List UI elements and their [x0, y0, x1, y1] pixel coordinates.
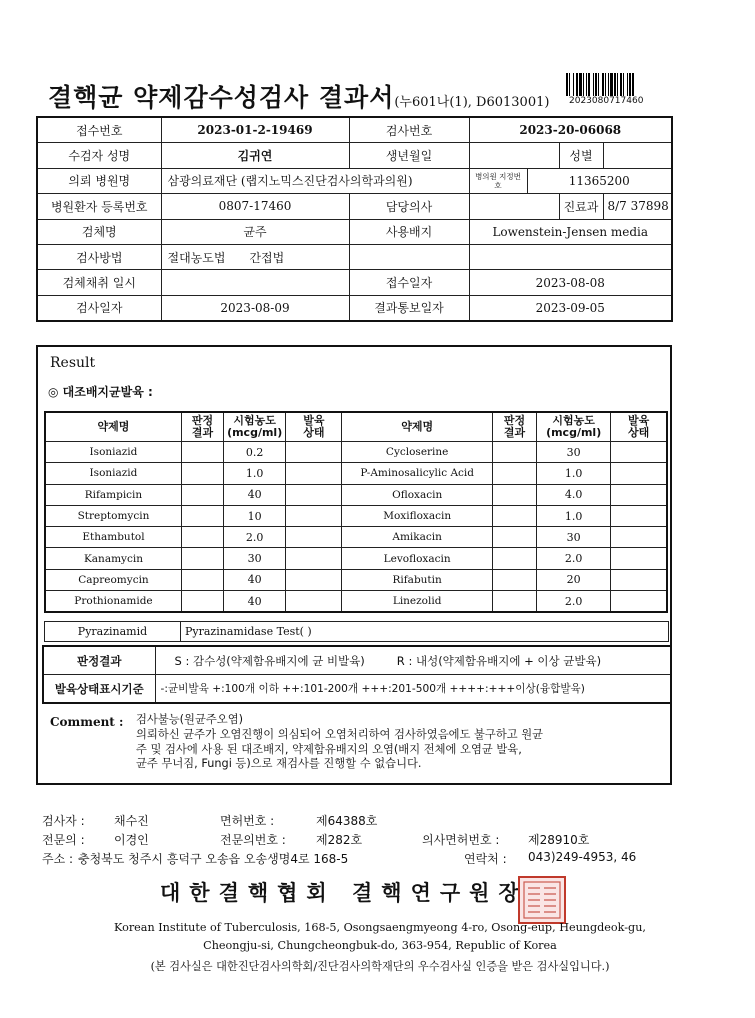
tester-label: 검사자 : [42, 814, 85, 828]
header-judgement-1: 판정 [503, 414, 526, 427]
receipt-no-label: 접수번호 [37, 117, 161, 143]
growth-cell [611, 548, 667, 569]
judgement-cell [492, 442, 536, 463]
method-empty-cell [349, 244, 469, 269]
judgement-cell [181, 548, 223, 569]
hospital-name: 삼광의료재단 (랩지노믹스진단검사의학과의원) [161, 168, 469, 193]
receipt-date-label: 접수일자 [349, 270, 469, 295]
department-label: 진료과 [559, 194, 603, 219]
specialist-no-label: 전문의번호 : [220, 833, 286, 847]
drug-name-cell: Linezolid [342, 591, 492, 613]
drug-susceptibility-table [44, 411, 668, 613]
drug-name-cell: Kanamycin [45, 548, 181, 569]
concentration-cell: 2.0 [537, 591, 611, 613]
judgement-cell [181, 463, 223, 484]
header-judgement-2: 결과 [503, 426, 526, 439]
growth-cell [286, 548, 342, 569]
comment-line: 균주 무너짐, Fungi 등)으로 재검사를 진행할 수 없습니다. [136, 757, 422, 771]
judgement-cell [181, 569, 223, 590]
drug-name-cell: Rifampicin [45, 484, 181, 505]
drug-name-cell: Isoniazid [45, 442, 181, 463]
method-value [161, 244, 349, 269]
receipt-date: 2023-08-08 [469, 270, 672, 295]
header-conc-2: (mcg/ml) [546, 426, 602, 439]
header-judgement-1: 판정 [191, 414, 214, 427]
registration-no-label: 병원환자 등록번호 [37, 194, 161, 219]
header-concentration-right [537, 412, 611, 442]
header-conc-1: 시험농도 [552, 414, 595, 427]
pyrazinamidase-test: Pyrazinamidase Test( ) [181, 622, 669, 642]
growth-cell [286, 591, 342, 613]
header-growth-right [611, 412, 667, 442]
pyrazinamid-table [44, 621, 669, 642]
seal-pattern-icon [520, 878, 564, 922]
phone-value: 043)249-4953, 46 [528, 850, 637, 864]
judgement-cell [492, 591, 536, 613]
comment-text [136, 713, 656, 772]
judgement-cell [181, 484, 223, 505]
collect-date [161, 270, 349, 295]
judgement-s: S : 감수성(약제함유배지에 균 비발육) [174, 653, 365, 668]
growth-cell [286, 463, 342, 484]
concentration-cell: 1.0 [224, 463, 286, 484]
report-date-label: 결과통보일자 [349, 295, 469, 321]
drug-name-cell: Isoniazid [45, 463, 181, 484]
concentration-cell: 40 [224, 484, 286, 505]
drug-name-cell: Ofloxacin [342, 484, 492, 505]
judgement-cell [492, 463, 536, 484]
header-growth [286, 412, 342, 442]
growth-cell [611, 484, 667, 505]
header-conc-2: (mcg/ml) [227, 426, 283, 439]
patient-info-table [36, 116, 673, 322]
hospital-code: 11365200 [527, 168, 672, 193]
concentration-cell: 30 [537, 527, 611, 548]
doctor-label: 담당의사 [349, 194, 469, 219]
growth-legend-label: 발육상태표시기준 [43, 675, 155, 704]
table-row [45, 442, 667, 463]
specimen-label: 검체명 [37, 219, 161, 244]
license-label: 면허번호 : [220, 814, 275, 828]
growth-cell [611, 569, 667, 590]
growth-cell [286, 484, 342, 505]
tester-name: 채수진 [114, 814, 149, 828]
header-drug: 약제명 [45, 412, 181, 442]
header-judgement-2: 결과 [191, 426, 214, 439]
phone-label: 연락처 : [464, 852, 507, 866]
comment-label: Comment : [50, 715, 124, 729]
table-row [45, 527, 667, 548]
growth-cell [611, 591, 667, 613]
official-seal-icon [518, 876, 566, 924]
header-drug-right: 약제명 [342, 412, 492, 442]
hospital-code-label: 병의원 지정번호 [469, 168, 527, 193]
method-absolute: 절대농도법 [167, 250, 226, 265]
patient-name-label: 수검자 성명 [37, 143, 161, 168]
medium-label: 사용배지 [349, 219, 469, 244]
specialist-name: 이경인 [114, 833, 149, 847]
judgement-cell [181, 505, 223, 526]
concentration-cell: 1.0 [537, 505, 611, 526]
header-concentration [224, 412, 286, 442]
pyrazinamid-label: Pyrazinamid [45, 622, 181, 642]
method-indirect: 간접법 [249, 250, 285, 265]
header-conc-1: 시험농도 [233, 414, 276, 427]
concentration-cell: 0.2 [224, 442, 286, 463]
concentration-cell: 30 [224, 548, 286, 569]
judgement-cell [492, 569, 536, 590]
judgement-cell [492, 505, 536, 526]
doctor-license-label: 의사면허번호 : [422, 833, 500, 847]
comment-line: 주 및 검사에 사용 된 대조배지, 약제함유배지의 오염(배지 전체에 오염균 발육, [136, 742, 522, 756]
legend-table [42, 645, 672, 704]
test-no-label: 검사번호 [349, 117, 469, 143]
growth-scale: -:균비발육 +:100개 이하 ++:101-200개 +++:201-500개 ++++:+++이상(융합발육) [155, 675, 671, 704]
table-row [45, 484, 667, 505]
header-growth-1: 발육 [628, 414, 650, 427]
concentration-cell: 2.0 [224, 527, 286, 548]
address-english-2: Cheongju-si, Chungcheongbuk-do, 363-954, Republic of Korea [203, 939, 557, 952]
table-row [45, 548, 667, 569]
test-date: 2023-08-09 [161, 295, 349, 321]
barcode-number: 2023080717460 [569, 96, 644, 106]
doctor-license-number: 제28910호 [528, 833, 590, 847]
concentration-cell: 10 [224, 505, 286, 526]
judgement-legend-label: 판정결과 [43, 646, 155, 675]
concentration-cell: 1.0 [537, 463, 611, 484]
address-label: 주소 : [42, 852, 74, 866]
table-row [45, 505, 667, 526]
doctor-value [469, 194, 559, 219]
concentration-cell: 40 [224, 591, 286, 613]
comment-line: 의뢰하신 균주가 오염진행이 의심되어 오염처리하여 검사하였음에도 불구하고 원균 [136, 727, 544, 741]
judgement-legend [155, 646, 671, 675]
drug-name-cell: Prothionamide [45, 591, 181, 613]
header-growth-2: 상태 [628, 426, 650, 439]
header-growth-1: 발육 [303, 414, 325, 427]
patient-name: 김귀연 [161, 143, 349, 168]
header-growth-2: 상태 [303, 426, 325, 439]
growth-cell [286, 527, 342, 548]
judgement-cell [181, 591, 223, 613]
method-empty-cell-2 [469, 244, 672, 269]
growth-cell [611, 463, 667, 484]
comment-line: 검사불능(원균주오염) [136, 713, 244, 726]
growth-cell [286, 569, 342, 590]
judgement-cell [492, 527, 536, 548]
table-row [45, 463, 667, 484]
growth-cell [611, 527, 667, 548]
specimen-value: 균주 [161, 219, 349, 244]
concentration-cell: 2.0 [537, 548, 611, 569]
report-date: 2023-09-05 [469, 295, 672, 321]
barcode-icon [566, 73, 658, 96]
judgement-cell [492, 484, 536, 505]
judgement-r: R : 내성(약제함유배지에 + 이상 균발육) [396, 653, 602, 668]
result-title: Result [50, 355, 96, 371]
concentration-cell: 4.0 [537, 484, 611, 505]
drug-name-cell: Ethambutol [45, 527, 181, 548]
address-english-1: Korean Institute of Tuberculosis, 168-5, Osongsaengmyeong 4-ro, Osong-eup, Heungdeok-gu, [114, 921, 646, 934]
growth-cell [286, 442, 342, 463]
sex-label: 성별 [559, 143, 603, 168]
table-row [45, 591, 667, 613]
registration-no: 0807-17460 [161, 194, 349, 219]
birth-value [469, 143, 559, 168]
growth-cell [611, 505, 667, 526]
concentration-cell: 20 [537, 569, 611, 590]
receipt-no: 2023-01-2-19469 [161, 117, 349, 143]
title-text: 결핵균 약제감수성검사 결과서 [48, 83, 395, 112]
drug-name-cell: Amikacin [342, 527, 492, 548]
drug-name-cell: Moxifloxacin [342, 505, 492, 526]
birth-label: 생년월일 [349, 143, 469, 168]
judgement-cell [181, 442, 223, 463]
header-judgement [181, 412, 223, 442]
address-value: 충청북도 청주시 흥덕구 오송읍 오송생명4로 168-5 [78, 852, 349, 866]
header-judgement-right [492, 412, 536, 442]
test-no: 2023-20-06068 [469, 117, 672, 143]
organization-name-korean: 대한결핵협회 결핵연구원장 [160, 881, 528, 905]
result-section [36, 345, 672, 785]
certification-note: (본 검사실은 대한진단검사의학회/진단검사의학재단의 우수검사실 인증을 받은 검사실입니다.) [150, 960, 610, 973]
sex-value [603, 143, 672, 168]
specialist-number: 제282호 [316, 833, 363, 847]
drug-name-cell: Cycloserine [342, 442, 492, 463]
medium-value: Lowenstein-Jensen media [469, 219, 672, 244]
department-value: 8/7 37898 [603, 194, 672, 219]
concentration-cell: 30 [537, 442, 611, 463]
control-medium-growth: ◎ 대조배지균발육 : [48, 385, 153, 399]
drug-name-cell: Streptomycin [45, 505, 181, 526]
table-row [45, 569, 667, 590]
drug-name-cell: P-Aminosalicylic Acid [342, 463, 492, 484]
license-number: 제64388호 [316, 814, 378, 828]
concentration-cell: 40 [224, 569, 286, 590]
drug-name-cell: Rifabutin [342, 569, 492, 590]
hospital-label: 의뢰 병원명 [37, 168, 161, 193]
document-title [48, 78, 549, 114]
specialist-label: 전문의 : [42, 833, 85, 847]
form-code: (누601나(1), D6013001) [394, 95, 550, 110]
table-header-row [45, 412, 667, 442]
collect-date-label: 검체채취 일시 [37, 270, 161, 295]
judgement-cell [181, 527, 223, 548]
method-label: 검사방법 [37, 244, 161, 269]
growth-cell [286, 505, 342, 526]
drug-name-cell: Levofloxacin [342, 548, 492, 569]
judgement-cell [492, 548, 536, 569]
test-date-label: 검사일자 [37, 295, 161, 321]
drug-name-cell: Capreomycin [45, 569, 181, 590]
growth-cell [611, 442, 667, 463]
